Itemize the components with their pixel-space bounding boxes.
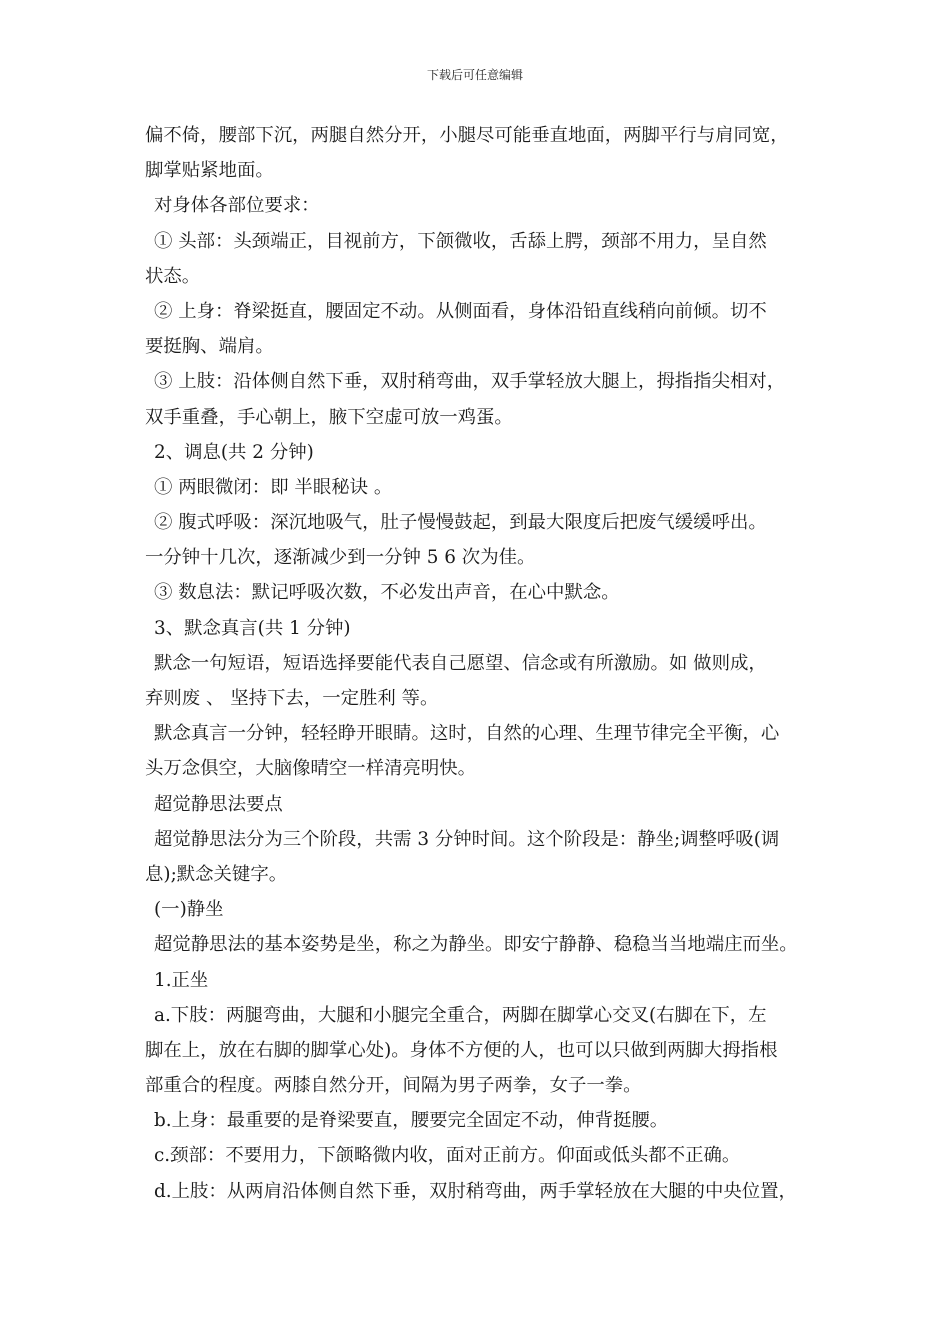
text-line: 偏不倚，腰部下沉，两腿自然分开，小腿尽可能垂直地面，两脚平行与肩同宽， <box>145 125 789 146</box>
text-line: 状态。 <box>145 265 201 287</box>
text-line: 超觉静思法分为三个阶段，共需 3 分钟时间。这个阶段是：静坐;调整呼吸(调 <box>154 828 780 850</box>
page-header: 下载后可任意编辑 <box>426 68 523 82</box>
text-line: 部重合的程度。两膝自然分开，间隔为男子两拳，女子一拳。 <box>145 1075 642 1097</box>
text-line: 息);默念关键字。 <box>145 863 288 885</box>
section-heading: (一)静坐 <box>154 899 224 921</box>
text-line: 默念真言一分钟，轻轻睁开眼睛。这时，自然的心理、生理节律完全平衡，心 <box>154 723 780 745</box>
text-line: ② 上身：脊梁挺直，腰固定不动。从侧面看，身体沿铅直线稍向前倾。切不 <box>154 300 767 322</box>
text-line: c.颈部：不要用力，下颌略微内收，面对正前方。仰面或低头都不正确。 <box>154 1145 741 1167</box>
text-line: a.下肢：两腿弯曲，大腿和小腿完全重合，两脚在脚掌心交叉(右脚在下，左 <box>154 1004 767 1026</box>
text-line: ③ 数息法：默记呼吸次数，不必发出声音，在心中默念。 <box>154 582 620 604</box>
text-line: 默念一句短语，短语选择要能代表自己愿望、信念或有所激励。如 做则成， <box>154 652 767 674</box>
text-line: 双手重叠，手心朝上，腋下空虚可放一鸡蛋。 <box>145 406 513 428</box>
section-heading: 2、调息(共 2 分钟) <box>154 441 314 463</box>
section-heading: 1.正坐 <box>154 969 209 991</box>
text-line: 头万念俱空，大脑像晴空一样清亮明快。 <box>145 758 477 780</box>
text-line: ③ 上肢：沿体侧自然下垂，双肘稍弯曲，双手掌轻放大腿上，拇指指尖相对， <box>154 371 786 393</box>
text-line: 一分钟十几次，逐渐减少到一分钟 5 6 次为佳。 <box>145 547 536 569</box>
text-line: 对身体各部位要求： <box>154 195 320 217</box>
text-line: ① 头部：头颈端正，目视前方，下颌微收，舌舔上腭，颈部不用力，呈自然 <box>154 230 767 252</box>
document-body <box>145 118 835 1209</box>
text-line: b.上身：最重要的是脊梁要直，腰要完全固定不动，伸背挺腰。 <box>154 1110 669 1132</box>
text-line: ② 腹式呼吸：深沉地吸气，肚子慢慢鼓起，到最大限度后把废气缓缓呼出。 <box>154 512 767 534</box>
text-line: 脚在上，放在右脚的脚掌心处)。身体不方便的人，也可以只做到两脚大拇指根 <box>145 1039 778 1061</box>
text-line: 弃则废 、 坚持下去，一定胜利 等。 <box>145 688 439 709</box>
text-line: 脚掌贴紧地面。 <box>145 160 274 182</box>
text-line: 超觉静思法的基本姿势是坐，称之为静坐。即安宁静静、稳稳当当地端庄而坐。 <box>154 934 798 956</box>
text-line: 要挺胸、端肩。 <box>145 336 274 358</box>
section-heading: 超觉静思法要点 <box>154 793 283 815</box>
text-line: ① 两眼微闭：即 半眼秘诀 。 <box>154 476 393 498</box>
section-heading: 3、默念真言(共 1 分钟) <box>154 617 351 639</box>
text-line: d.上肢：从两肩沿体侧自然下垂，双肘稍弯曲，两手掌轻放在大腿的中央位置， <box>154 1180 797 1202</box>
